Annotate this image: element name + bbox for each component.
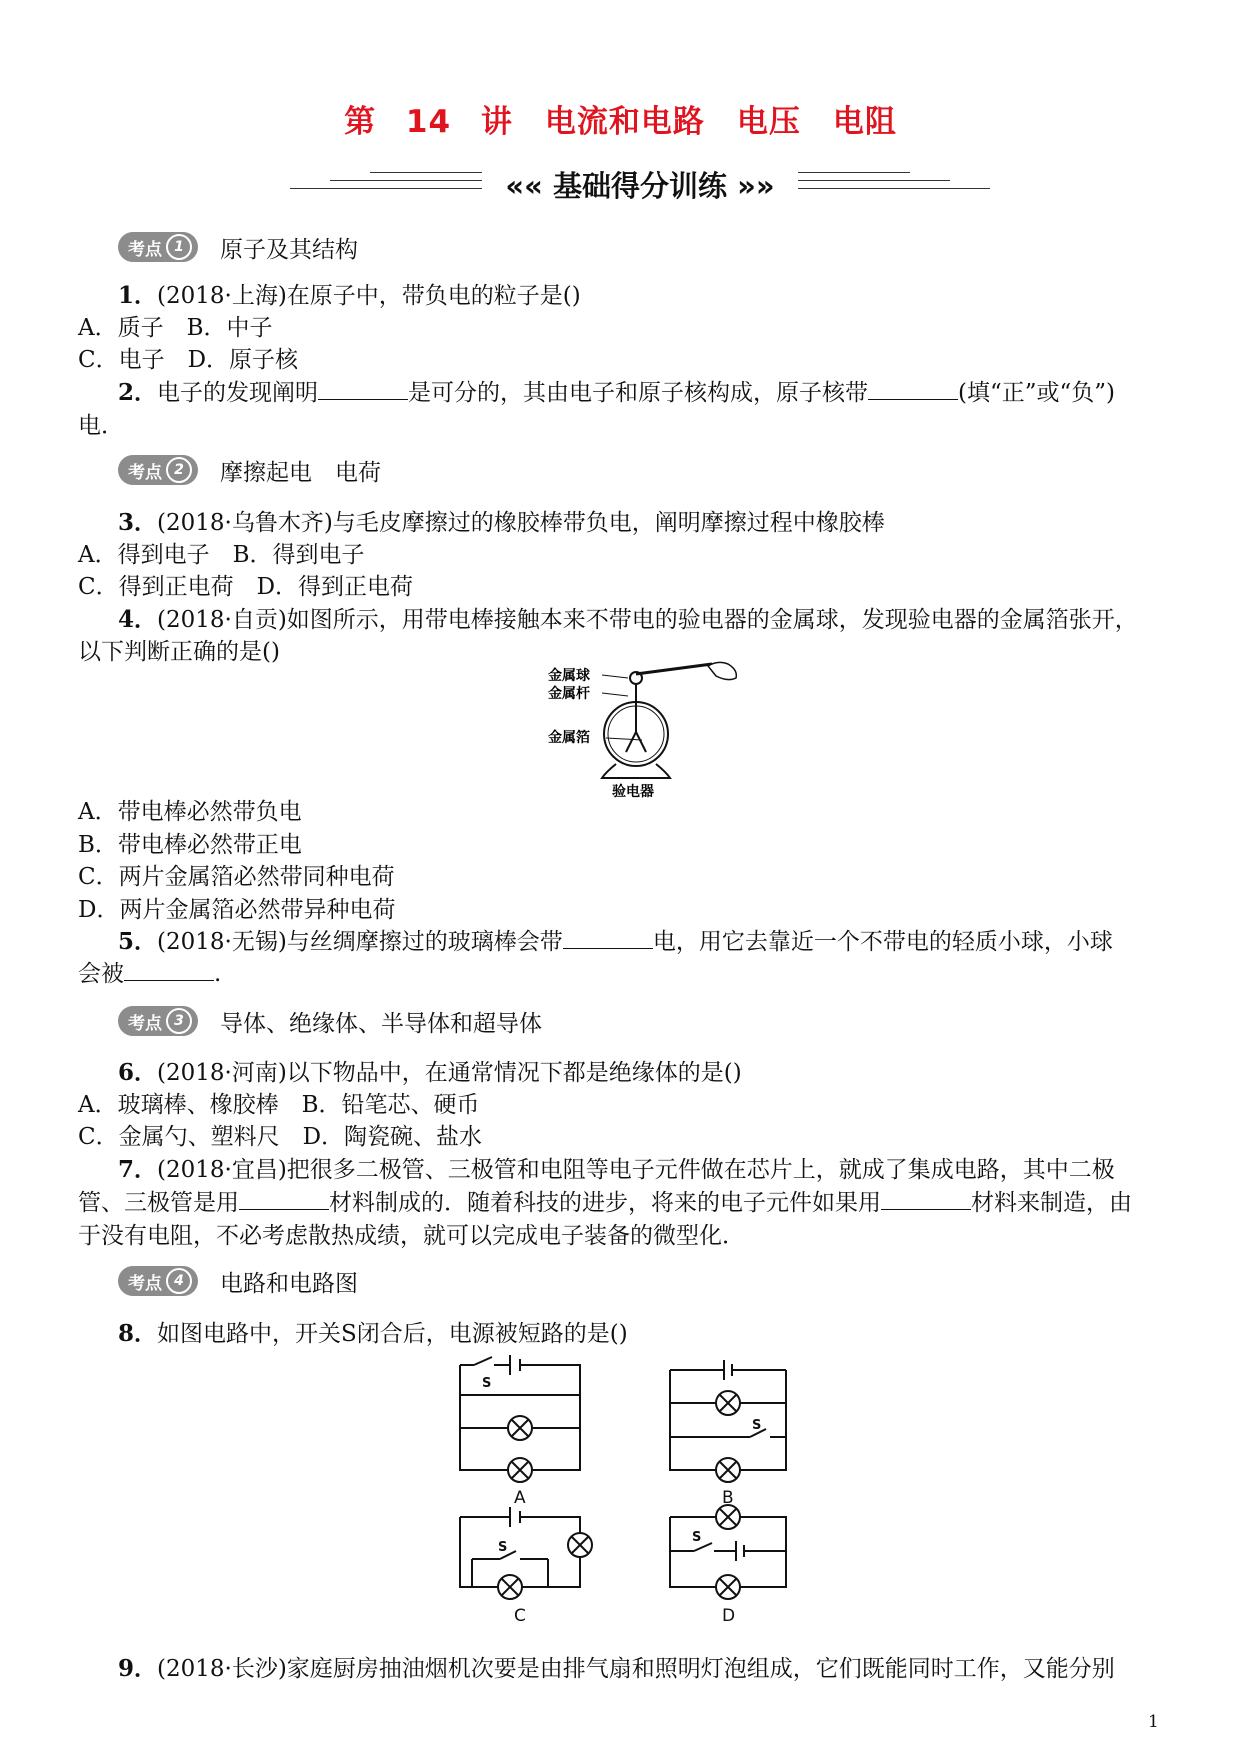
q5-continuation: 会被 . — [78, 958, 221, 990]
electroscope-figure — [540, 660, 760, 800]
circuit-b — [670, 1360, 786, 1482]
section-header-2 — [118, 452, 381, 488]
question-4: 4．(2018·自贡)如图所示，用带电棒接触本来不带电的验电器的金属球，发现验电器的金属箔张开， — [118, 606, 1138, 633]
question-9: 9．(2018·长沙)家庭厨房抽油烟机次要是由排气扇和照明灯泡组成，它们既能同时工作，又能分别 — [118, 1655, 1115, 1682]
question-3: 3．(2018·乌鲁木齐)与毛皮摩擦过的橡胶棒带负电，阐明摩擦过程中橡胶棒 — [118, 509, 885, 536]
label-electroscope: 验电器 — [612, 784, 654, 800]
question-7: 7．(2018·宜昌)把很多二极管、三极管和电阻等电子元件做在芯片上，就成了集成电路，其中二极 — [118, 1156, 1115, 1183]
page-number: 1 — [1148, 1712, 1159, 1732]
circuit-label-b: B — [722, 1488, 734, 1508]
circuit-a — [460, 1355, 580, 1482]
q1-options-ab: A．质子 B．中子 — [78, 315, 273, 341]
q4-option-c: C．两片金属箔必然带同种电荷 — [78, 864, 395, 890]
section-header-4 — [118, 1263, 358, 1299]
banner-title: «« 基础得分训练 »» — [505, 169, 775, 203]
section-header-1 — [118, 229, 358, 265]
circuit-label-a: A — [514, 1488, 526, 1508]
section-title: 导体、绝缘体、半导体和超导体 — [220, 1010, 542, 1037]
q6-options-ab: A．玻璃棒、橡胶棒 B．铅笔芯、硬币 — [78, 1092, 480, 1118]
kaodian-badge: 考点 2 — [118, 455, 198, 485]
kaodian-badge: 考点 3 — [118, 1006, 198, 1036]
circuit-label-c: C — [514, 1606, 526, 1626]
circuit-label-d: D — [722, 1606, 736, 1626]
q6-options-cd: C．金属勺、塑料尺 D．陶瓷碗、盐水 — [78, 1124, 483, 1150]
q7-line-3: 于没有电阻，不必考虑散热成绩，就可以完成电子装备的微型化． — [78, 1223, 745, 1249]
switch-label-d: S — [692, 1530, 702, 1545]
switch-label-a: S — [482, 1376, 492, 1391]
q7-line-2: 管、三极管是用 材料制成的．随着科技的进步，将来的电子元件如果用 材料来制造，由 — [78, 1187, 1132, 1219]
q1-options-cd: C．电子 D．原子核 — [78, 347, 299, 373]
q4-option-d: D．两片金属箔必然带异种电荷 — [78, 897, 396, 923]
q4-option-b: B．带电棒必然带正电 — [78, 832, 302, 858]
q2-continuation: 电． — [78, 413, 124, 439]
section-title: 电路和电路图 — [220, 1270, 358, 1297]
section-title: 原子及其结构 — [220, 236, 358, 263]
q4-stem-continuation: 以下判断正确的是() — [78, 639, 280, 665]
label-metal-rod: 金属杆 — [548, 686, 590, 702]
circuit-diagrams — [430, 1355, 860, 1645]
section-banner — [290, 160, 990, 208]
circuit-c — [460, 1507, 592, 1599]
question-6: 6．(2018·河南)以下物品中，在通常情况下都是绝缘体的是() — [118, 1059, 742, 1086]
label-metal-ball: 金属球 — [548, 668, 590, 684]
page-title: 第 14 讲 电流和电路 电压 电阻 — [344, 104, 897, 140]
question-2: 2．电子的发现阐明 是可分的，其由电子和原子核构成，原子核带 (填“正”或“负”) — [118, 379, 1115, 406]
q4-option-a: A．带电棒必然带负电 — [78, 799, 302, 825]
circuit-d — [670, 1505, 786, 1599]
label-metal-foil: 金属箔 — [548, 730, 590, 746]
question-5: 5．(2018·无锡)与丝绸摩擦过的玻璃棒会带 电，用它去靠近一个不带电的轻质小球，小球 — [118, 928, 1113, 955]
q3-options-ab: A．得到电子 B．得到电子 — [78, 542, 365, 568]
kaodian-badge: 考点 1 — [118, 232, 198, 262]
section-title: 摩擦起电 电荷 — [220, 459, 381, 486]
kaodian-badge: 考点 4 — [118, 1266, 198, 1296]
question-8: 8．如图电路中，开关S闭合后，电源被短路的是() — [118, 1320, 628, 1347]
switch-label-b: S — [752, 1418, 762, 1433]
q3-options-cd: C．得到正电荷 D．得到正电荷 — [78, 574, 414, 600]
question-1: 1．(2018·上海)在原子中，带负电的粒子是() — [118, 282, 581, 309]
switch-label-c: S — [498, 1540, 508, 1555]
section-header-3 — [118, 1003, 542, 1039]
